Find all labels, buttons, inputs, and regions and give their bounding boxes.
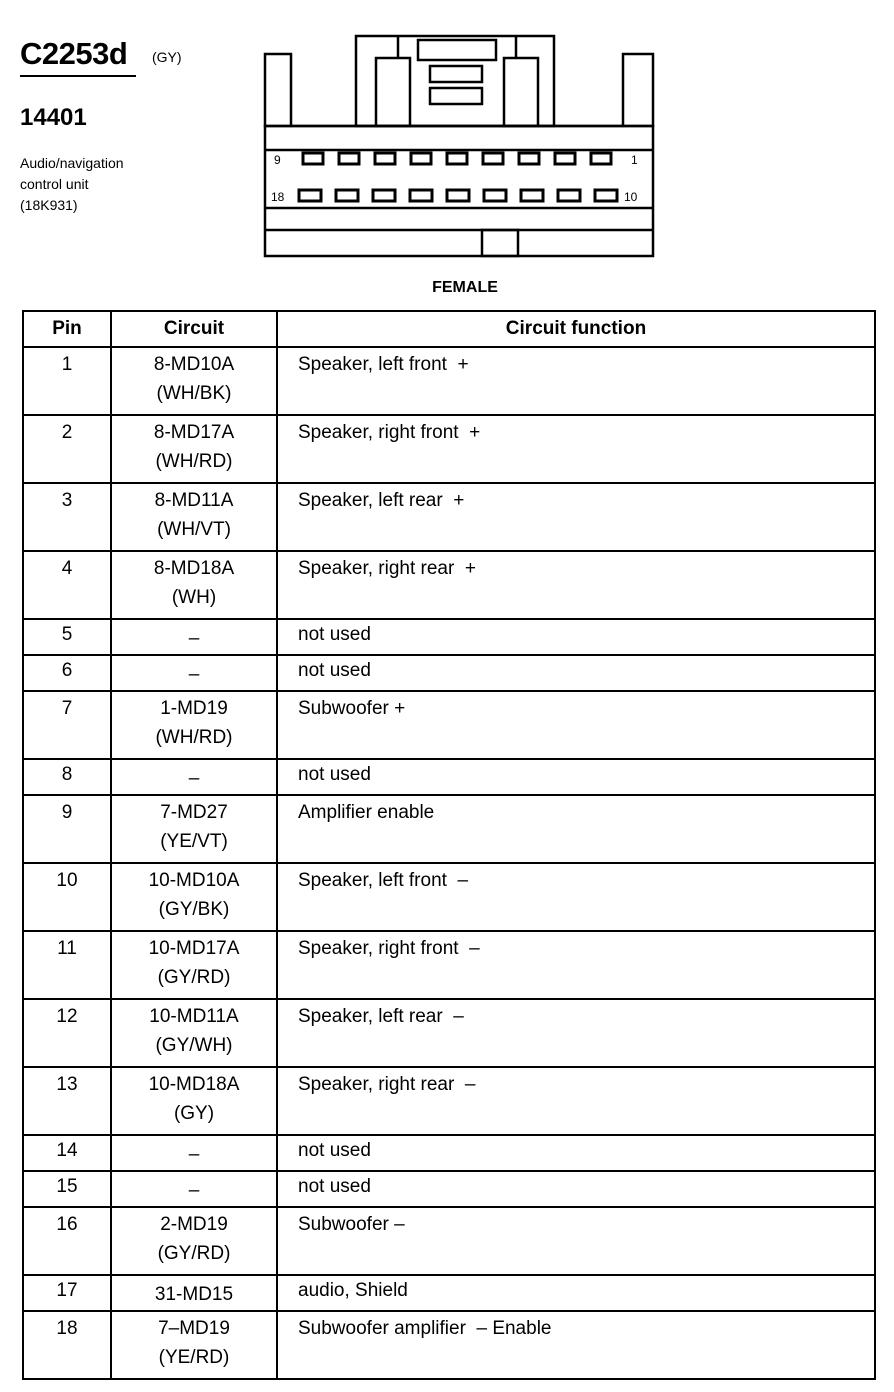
circuit-cell [111,691,277,759]
circuit-function-cell: Subwoofer amplifier – Enable [277,1311,875,1379]
circuit-cell [111,551,277,619]
pin-number-cell: 5 [23,619,111,655]
circuit-id: 8-MD18A [153,558,235,579]
pin-cavity [558,190,580,201]
wire-color: (YE/RD) [158,1347,230,1368]
pinout-table [22,310,876,1380]
pin-cavity [483,153,503,164]
table-row [23,551,875,619]
pin-cavity [303,153,323,164]
circuit-function-cell: Speaker, left front + [277,347,875,415]
circuit-function-cell: not used [277,759,875,795]
circuit-id: 10-MD11A [149,1006,239,1027]
wire-color: (WH/RD) [155,451,233,472]
pin-number-cell: 8 [23,759,111,795]
pinout-table-body [23,347,875,1379]
table-row [23,863,875,931]
circuit-cell [111,655,277,691]
circuit-id: – [188,1144,200,1165]
pin-number-cell: 4 [23,551,111,619]
wire-color: (GY/WH) [155,1035,233,1056]
pin-number-cell: 10 [23,863,111,931]
wire-color: (GY/RD) [157,1243,231,1264]
bottom-row-right-label: 10 [624,190,638,204]
table-row [23,999,875,1067]
circuit-function-cell: Subwoofer – [277,1207,875,1275]
table-row [23,415,875,483]
pin-number-cell: 13 [23,1067,111,1135]
wire-color: (GY/RD) [157,967,231,988]
circuit-id: 10-MD18A [148,1074,240,1095]
circuit-id: 7-MD27 [160,802,228,823]
pin-number-cell: 17 [23,1275,111,1311]
circuit-id: 2-MD19 [160,1214,228,1235]
table-row [23,347,875,415]
circuit-function-cell: not used [277,655,875,691]
table-row [23,691,875,759]
circuit-id: 8-MD10A [153,354,235,375]
pin-number-cell: 9 [23,795,111,863]
circuit-id: – [188,664,200,685]
pin-cavity [484,190,506,201]
circuit-function-cell: Speaker, right front – [277,931,875,999]
bottom-pin-row [299,190,617,201]
table-row [23,1275,875,1311]
pin-cavity [521,190,543,201]
circuit-cell [111,1275,277,1311]
circuit-function-cell: not used [277,619,875,655]
pin-cavity [339,153,359,164]
bottom-row-left-label: 18 [271,190,285,204]
pin-number-cell: 12 [23,999,111,1067]
circuit-id: 7–MD19 [158,1318,230,1339]
circuit-cell [111,483,277,551]
wire-color: (GY) [173,1103,215,1124]
wire-color: (WH/VT) [157,519,231,540]
column-header-circuit: Circuit [111,311,277,347]
circuit-id: – [188,628,200,649]
pin-cavity [410,190,432,201]
description-line: control unit [20,176,89,192]
circuit-cell [111,619,277,655]
circuit-function-cell: audio, Shield [277,1275,875,1311]
circuit-cell [111,999,277,1067]
circuit-function-cell: Speaker, left rear + [277,483,875,551]
circuit-cell [111,1171,277,1207]
table-row [23,655,875,691]
table-row [23,1067,875,1135]
circuit-cell [111,415,277,483]
top-row-right-label: 1 [631,153,638,167]
circuit-cell [111,1067,277,1135]
table-row [23,759,875,795]
circuit-id: 10-MD10A [148,870,240,891]
wire-color: (WH/BK) [156,383,232,404]
wire-color: (GY/BK) [158,899,230,920]
pin-cavity [519,153,539,164]
wire-color: (WH) [171,587,217,608]
connector-id: C2253d [20,36,128,71]
circuit-function-cell: not used [277,1135,875,1171]
column-header-pin: Pin [23,311,111,347]
circuit-id: 1-MD19 [160,698,228,719]
table-row [23,1311,875,1379]
pin-number-cell: 18 [23,1311,111,1379]
wire-color: (YE/VT) [160,831,228,852]
circuit-function-cell: not used [277,1171,875,1207]
connector-gender-label: FEMALE [432,279,498,296]
pin-number-cell: 1 [23,347,111,415]
pin-cavity [299,190,321,201]
pin-cavity [591,153,611,164]
table-row [23,483,875,551]
pin-number-cell: 14 [23,1135,111,1171]
pin-cavity [411,153,431,164]
top-row-left-label: 9 [274,153,281,167]
pin-cavity [447,190,469,201]
table-header-row [23,311,875,347]
pin-cavity [555,153,575,164]
circuit-cell [111,1207,277,1275]
circuit-function-cell: Speaker, right rear – [277,1067,875,1135]
pin-number-cell: 15 [23,1171,111,1207]
connector-face-diagram [258,30,658,262]
component-description [20,153,124,216]
circuit-function-cell: Speaker, right rear + [277,551,875,619]
pin-number-cell: 7 [23,691,111,759]
pin-cavity [375,153,395,164]
circuit-id: – [188,1180,200,1201]
circuit-id: 31-MD15 [154,1284,234,1305]
part-number: 14401 [20,104,87,131]
circuit-id: – [188,768,200,789]
circuit-function-cell: Subwoofer + [277,691,875,759]
circuit-function-cell: Speaker, left front – [277,863,875,931]
circuit-cell [111,1135,277,1171]
circuit-id: 8-MD11A [154,490,234,511]
pin-cavity [373,190,395,201]
table-row [23,931,875,999]
circuit-cell [111,1311,277,1379]
pin-number-cell: 16 [23,1207,111,1275]
table-row [23,1207,875,1275]
wire-color: (WH/RD) [155,727,233,748]
circuit-function-cell: Speaker, left rear – [277,999,875,1067]
circuit-cell [111,863,277,931]
pin-cavity [336,190,358,201]
circuit-id: 8-MD17A [153,422,235,443]
top-pin-row [303,153,611,164]
description-line: Audio/navigation [20,155,124,171]
pin-cavity [595,190,617,201]
pin-cavity [447,153,467,164]
circuit-cell [111,759,277,795]
pin-number-cell: 6 [23,655,111,691]
circuit-function-cell: Amplifier enable [277,795,875,863]
circuit-cell [111,931,277,999]
circuit-id: 10-MD17A [148,938,240,959]
circuit-cell [111,795,277,863]
table-row [23,1135,875,1171]
table-row [23,795,875,863]
column-header-function: Circuit function [277,311,875,347]
description-line: (18K931) [20,197,78,213]
table-row [23,619,875,655]
pin-number-cell: 2 [23,415,111,483]
pin-number-cell: 3 [23,483,111,551]
connector-color-code: (GY) [152,49,182,65]
table-row [23,1171,875,1207]
connector-body [265,36,653,256]
circuit-function-cell: Speaker, right front + [277,415,875,483]
connector-id-underline [20,75,136,77]
pin-number-cell: 11 [23,931,111,999]
circuit-cell [111,347,277,415]
